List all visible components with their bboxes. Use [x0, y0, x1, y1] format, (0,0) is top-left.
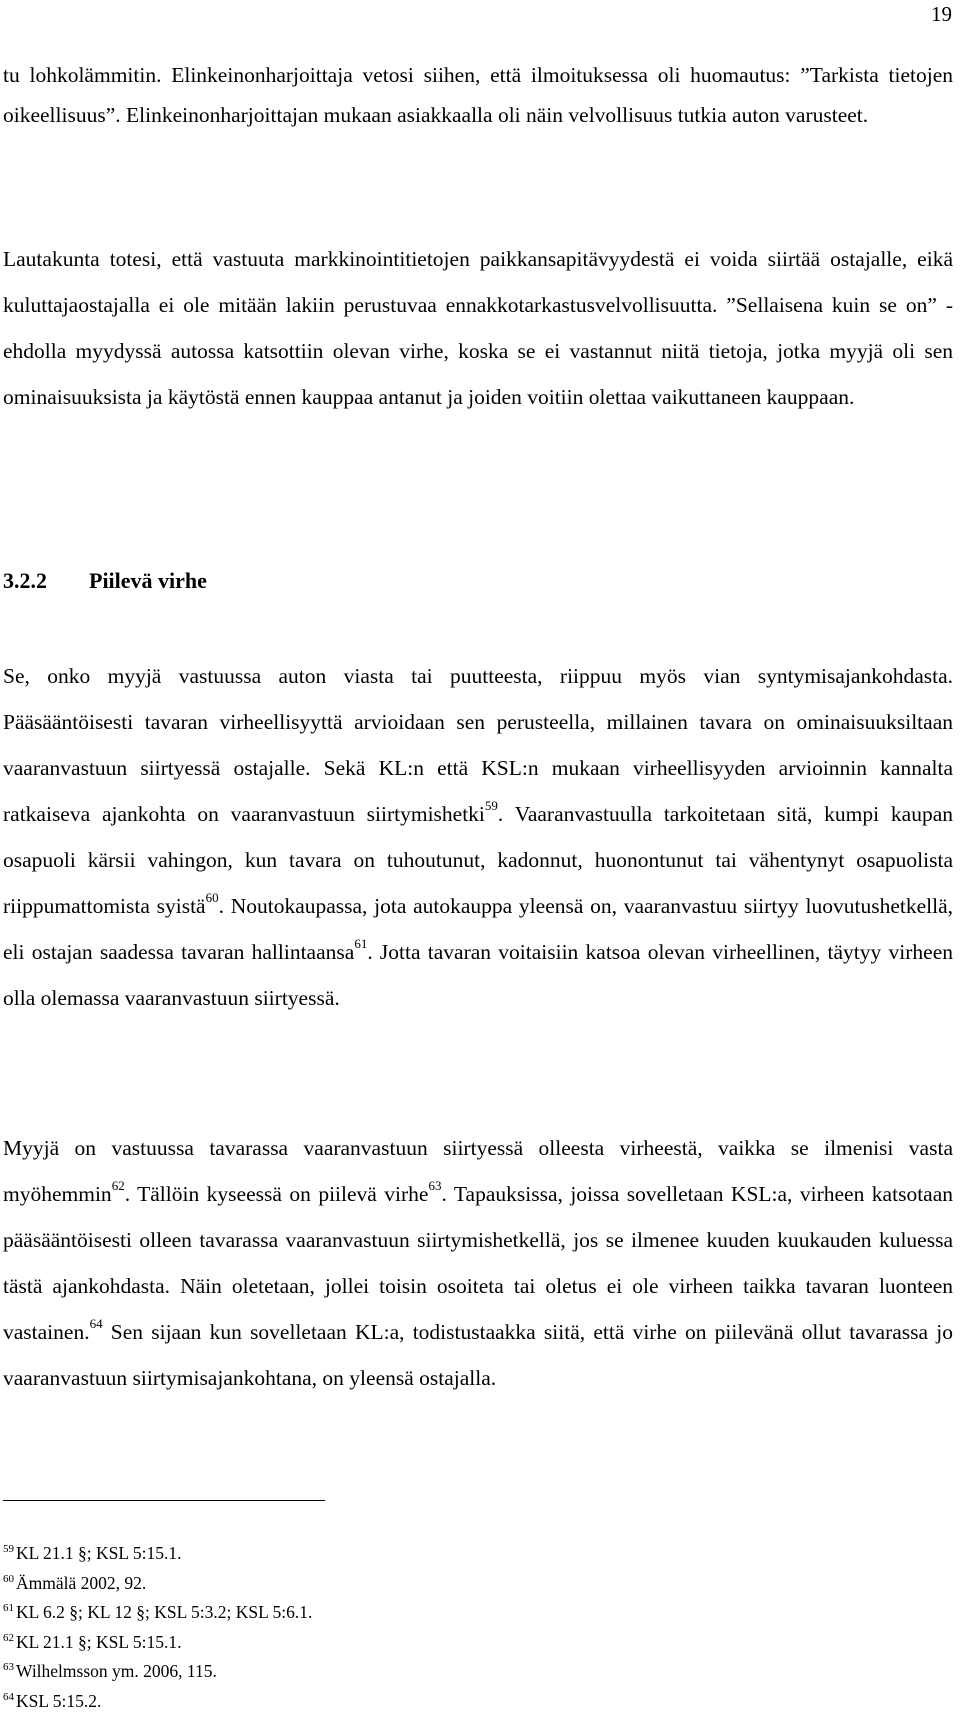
- footnote-item: [3, 1688, 312, 1717]
- footnote-text: Wilhelmsson ym. 2006, 115.: [16, 1661, 217, 1681]
- footnote-text: Ämmälä 2002, 92.: [16, 1573, 146, 1593]
- footnote-number: 63: [3, 1661, 14, 1673]
- paragraph-3-text: . Jotta tavaran voitaisiin katsoa olevan virheellinen, täytyy virheen olla olemassa vaaranvastuun siirtyessä.: [3, 940, 953, 1010]
- paragraph-3-text: Se, onko myyjä vastuussa auton viasta tai puutteesta, riippuu myös vian syntymisajankohdasta. Pääsääntöisesti tavaran virheellisyyttä arvioidaan sen perusteella, millainen tavara on ominaisuuksiltaan vaaranvastuun siirtyessä ostajalle. Sekä KL:n että KSL:n mukaan virheellisyyden arvioinnin kannalta ratkaiseva ajankohta on vaaranvastuun siirtymishetki: [3, 664, 953, 826]
- footnote-text: KL 21.1 §; KSL 5:15.1.: [16, 1543, 181, 1563]
- paragraph-3-text: . Vaaranvastuulla tarkoitetaan sitä, kumpi kaupan osapuoli kärsii vahingon, kun tavara on tuhoutunut, kadonnut, huonontunut tai vähentynyt osapuolista riippumattomista syistä: [3, 802, 953, 918]
- footnote-text: KL 21.1 §; KSL 5:15.1.: [16, 1632, 181, 1652]
- section-number: 3.2.2: [3, 568, 89, 594]
- page-number: 19: [931, 2, 952, 27]
- paragraph-4: [3, 1125, 953, 1401]
- footnote-list: [3, 1540, 312, 1717]
- paragraph-3-text: . Noutokaupassa, jota autokauppa yleensä on, vaaranvastuu siirtyy luovutushetkellä, eli ostajan saadessa tavaran hallintaansa: [3, 894, 953, 964]
- footnote-item: [3, 1570, 312, 1600]
- footnote-number: 64: [3, 1691, 14, 1703]
- footnote-number: 59: [3, 1543, 14, 1555]
- footnote-item: [3, 1540, 312, 1570]
- paragraph-2: Lautakunta totesi, että vastuuta markkinointitietojen paikkansapitävyydestä ei voida siirtää ostajalle, eikä kuluttajaostajalla ei ole mitään lakiin perustuvaa ennakkotarkastusvelvollisuutta. ”Sellaisena kuin se on” -ehdolla myydyssä autossa katsottiin olevan virhe, koska se ei vastannut niitä tietoja, jotka myyjä oli sen ominaisuuksista ja käytöstä ennen kauppaa antanut ja joiden voitiin olettaa vaikuttaneen kauppaan.: [3, 236, 953, 420]
- footnote-ref-63[interactable]: 63: [428, 1178, 441, 1193]
- paragraph-4-text: . Tapauksissa, joissa sovelletaan KSL:a, virheen katsotaan pääsääntöisesti olleen tavarassa vaaranvastuun siirtymishetkellä, jos se ilmenee kuuden kuukauden kuluessa tästä ajankohdasta. Näin oletetaan, jollei toisin osoiteta tai oletus ei ole virheen taikka tavaran luonteen vastainen.: [3, 1182, 953, 1344]
- footnote-number: 61: [3, 1602, 14, 1614]
- section-heading: [3, 568, 207, 594]
- footnote-ref-60[interactable]: 60: [206, 890, 219, 905]
- footnote-text: KL 6.2 §; KL 12 §; KSL 5:3.2; KSL 5:6.1.: [16, 1602, 312, 1622]
- footnote-ref-59[interactable]: 59: [485, 798, 498, 813]
- footnote-number: 62: [3, 1632, 14, 1644]
- section-title: Piilevä virhe: [89, 568, 207, 593]
- paragraph-4-text: Myyjä on vastuussa tavarassa vaaranvastuun siirtyessä olleesta virheestä, vaikka se ilmenisi vasta myöhemmin: [3, 1136, 953, 1206]
- footnote-number: 60: [3, 1573, 14, 1585]
- footnote-item: [3, 1599, 312, 1629]
- footnote-separator: [3, 1500, 325, 1501]
- footnote-ref-61[interactable]: 61: [354, 936, 367, 951]
- footnote-item: [3, 1629, 312, 1659]
- footnote-text: KSL 5:15.2.: [16, 1691, 101, 1711]
- footnote-ref-62[interactable]: 62: [112, 1178, 125, 1193]
- paragraph-3: [3, 653, 953, 1021]
- footnote-ref-64[interactable]: 64: [90, 1316, 103, 1331]
- paragraph-1: tu lohkolämmitin. Elinkeinonharjoittaja vetosi siihen, että ilmoituksessa oli huomautus: ”Tarkista tietojen oikeellisuus”. Elinkeinonharjoittajan mukaan asiakkaalla oli näin velvollisuus tutkia auton varusteet.: [3, 55, 953, 135]
- footnote-item: [3, 1658, 312, 1688]
- paragraph-4-text: . Tällöin kyseessä on piilevä virhe: [125, 1182, 429, 1206]
- paragraph-4-text: Sen sijaan kun sovelletaan KL:a, todistustaakka siitä, että virhe on piilevänä ollut tavarassa jo vaaranvastuun siirtymisajankohtana, on yleensä ostajalla.: [3, 1320, 953, 1390]
